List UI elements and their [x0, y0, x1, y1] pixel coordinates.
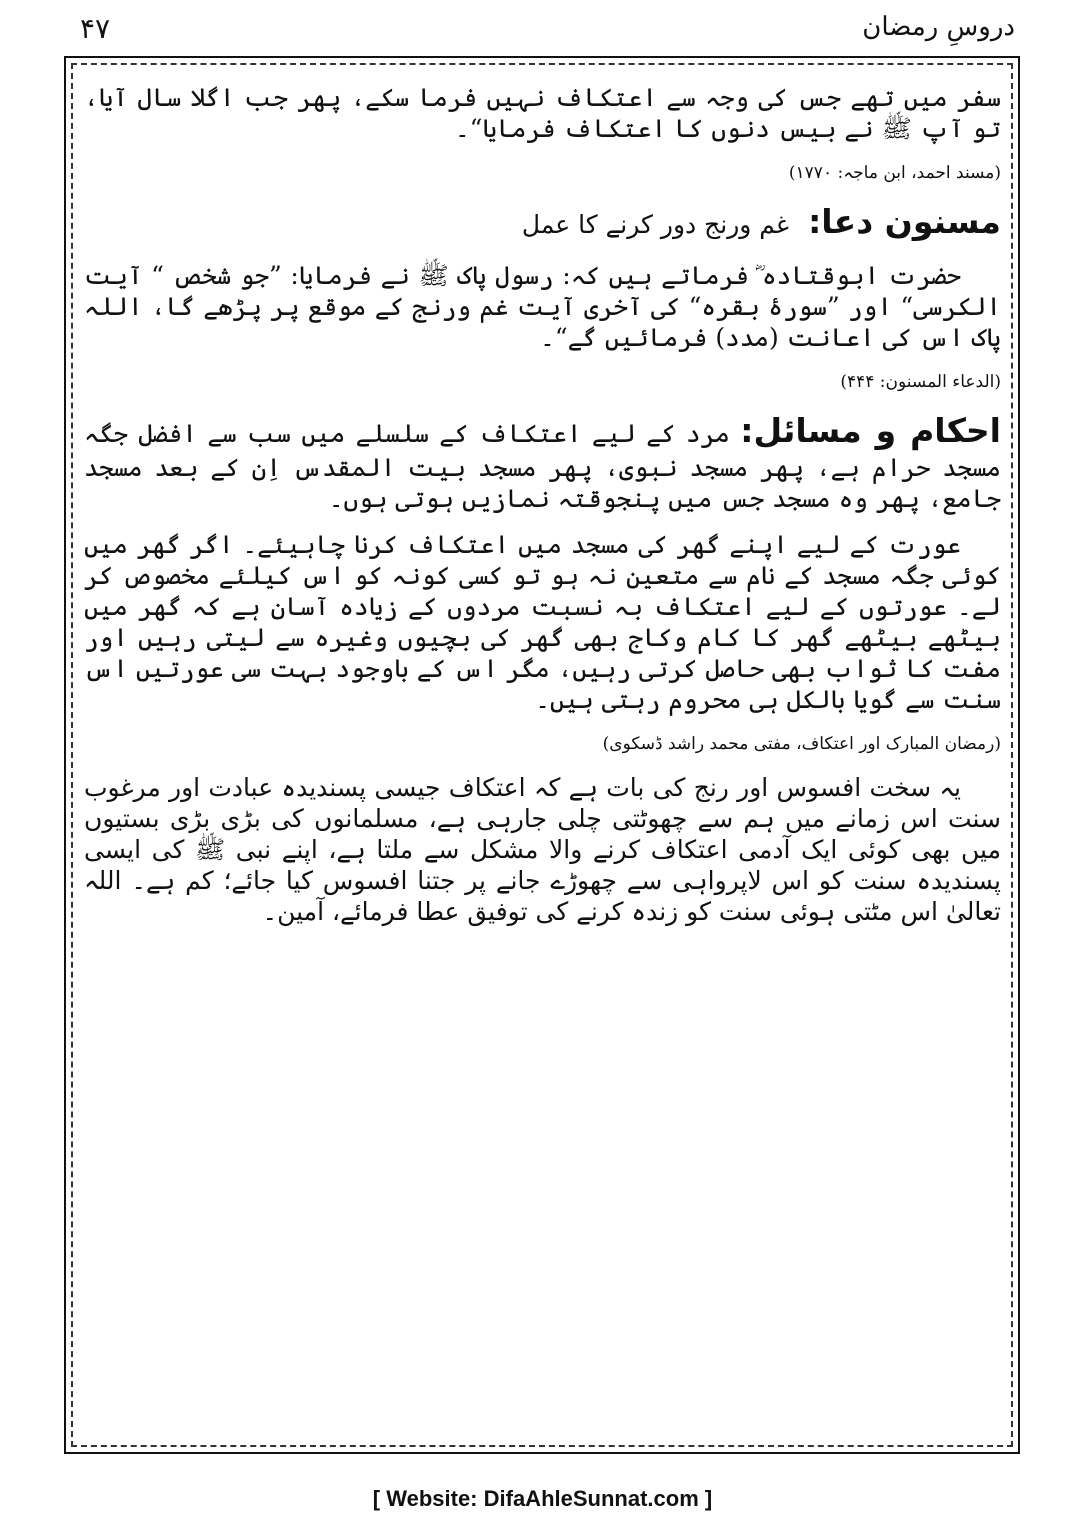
heading-ahkam-masail: احکام و مسائل: — [740, 411, 1001, 450]
paragraph-ahkam-masail — [84, 410, 1001, 514]
page-number: ۴۷ — [80, 12, 111, 45]
page-header — [70, 8, 1025, 48]
reference-dua-masnoon: (الدعاء المسنون: ۴۴۴) — [840, 372, 1001, 392]
paragraph-regret-sunnah: یہ سخت افسوس اور رنج کی بات ہے کہ اعتکاف جیسی پسندیدہ عبادت اور مرغوب سنت اس زمانے میں ہم سے چھوٹتی چلی جارہی ہے، مسلمانوں کی بڑی بڑی بستیوں میں بھی کوئی ایک آدمی اعتکاف کرنے والا مشکل سے ملتا ہے، اپنے نبی ﷺ کی ایسی پسندیدہ سنت کو اس لاپرواہی سے چھوڑے جانے پر جتنا افسوس کیا جائے؛ کم ہے۔ اللہ تعالیٰ اس مٹتی ہوئی سنت کو زندہ کرنے کی توفیق عطا فرمائے، آمین۔ — [84, 773, 1001, 926]
paragraph-itikaf-travel: سفر میں تھے جس کی وجہ سے اعتکاف نہیں فرما سکے، پھر جب اگلا سال آیا، تو آپ ﷺ نے بیس دنوں کا اعتکاف فرمایا“۔ — [84, 83, 1001, 143]
page-body — [84, 82, 1001, 942]
heading-masnoon-dua: مسنون دعا: — [808, 202, 1001, 241]
subheading-grief-remedy: غم ورنج دور کرنے کا عمل — [521, 210, 789, 239]
paragraph-women-itikaf: عورت کے لیے اپنے گھر کی مسجد میں اعتکاف کرنا چاہیئے۔ اگر گھر میں کوئی جگہ مسجد کے نام سے متعین نہ ہو تو کسی کونہ کو اس کیلئے مخصوص کر لے۔ عورتوں کے لیے اعتکاف بہ نسبت مردوں کے زیادہ آسان ہے کہ گھر میں بیٹھے بیٹھے گھر کا کام وکاج بھی گھر کی بچیوں وغیرہ سے لیتی رہیں اور مفت کا ثواب بھی حاصل کرتی رہیں، مگر اس کے باوجود بہت سی عورتیں اس سنت سے گویا بالکل ہی محروم رہتی ہیں۔ — [84, 530, 1001, 714]
ahkam-masail-text: مرد کے لیے اعتکاف کے سلسلے میں سب سے افضل جگہ مسجد حرام ہے، پھر مسجد نبوی، پھر مسجد بیت المقدس اِن کے بعد مسجد جامع، پھر وہ مسجد جس میں پنجوقتہ نمازیں ہوتی ہوں۔ — [84, 419, 1001, 513]
book-title: دروسِ رمضان — [862, 12, 1015, 42]
website-footer: [ Website: DifaAhleSunnat.com ] — [372, 1486, 713, 1511]
reference-musnad-ahmad: (مسند احمد، ابن ماجہ: ۱۷۷۰) — [788, 163, 1001, 183]
reference-ramadan-itikaf: (رمضان المبارک اور اعتکاف، مفتی محمد راشد ڈسکوی) — [602, 734, 1001, 754]
section-masnoon-dua — [84, 201, 1001, 246]
paragraph-abu-qatadah-hadith: حضرت ابوقتادہ ؓ فرماتے ہیں کہ: رسول پاک ﷺ نے فرمایا: ”جو شخص “ آیت الکرسی“ اور ”سورۂ بقرہ“ کی آخری آیت غم ورنج کے موقع پر پڑھے گا، اللہ پاک اس کی اعانت (مدد) فرمائیں گے“۔ — [84, 261, 1001, 352]
